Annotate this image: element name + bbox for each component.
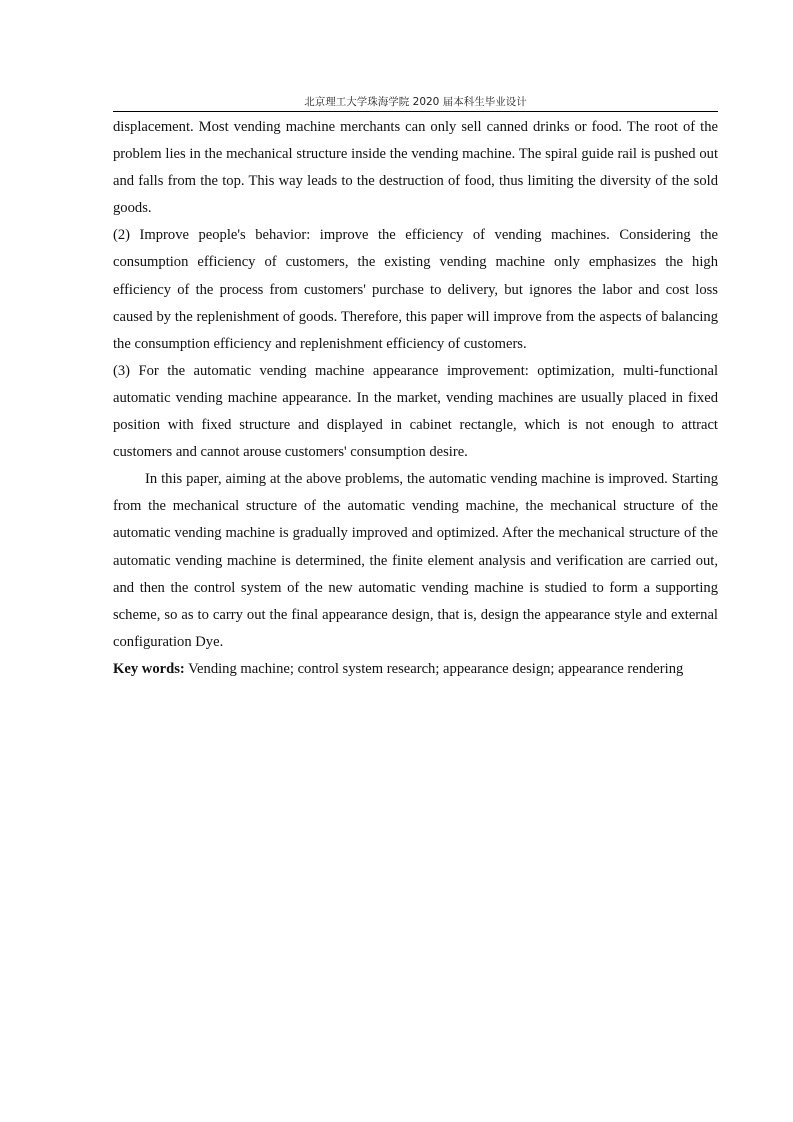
keywords-label: Key words:	[113, 660, 185, 677]
paragraph-displacement: displacement. Most vending machine merchants can only sell canned drinks or food. The root of the problem lies in the mechanical structure inside the vending machine. The spiral guide rail is pushed out and falls from the top. This way leads to the destruction of food, thus limiting the diversity of the sold goods.	[113, 119, 718, 217]
keywords-line	[113, 656, 718, 683]
paragraph-summary: In this paper, aiming at the above problems, the automatic vending machine is improved. Starting from the mechanical structure of the automatic vending machine, the mechanical structure of the automatic vending machine is gradually improved and optimized. After the mechanical structure of the automatic vending machine is determined, the finite element analysis and verification are carried out, and then the control system of the new automatic vending machine is studied to form a supporting scheme, so as to carry out the final appearance design, that is, design the appearance style and external configuration Dye.	[113, 471, 718, 650]
page-header-text: 北京理工大学珠海学院 2020 届本科生毕业设计	[304, 96, 527, 108]
keywords-text: Vending machine; control system research; appearance design; appearance rendering	[188, 660, 684, 677]
page-header	[113, 93, 718, 112]
document-body	[113, 114, 718, 683]
paragraph-appearance-improvement: (3) For the automatic vending machine appearance improvement: optimization, multi-functional automatic vending machine appearance. In the market, vending machines are usually placed in fixed position with fixed structure and displayed in cabinet rectangle, which is not enough to attract customers and cannot arouse customers' consumption desire.	[113, 362, 718, 461]
paragraph-improve-behavior: (2) Improve people's behavior: improve the efficiency of vending machines. Considering the consumption efficiency of customers, the existing vending machine only emphasizes the high efficiency of the process from customers' purchase to delivery, but ignores the labor and cost loss caused by the replenishment of goods. Therefore, this paper will improve from the aspects of balancing the consumption efficiency and replenishment efficiency of customers.	[113, 227, 718, 352]
